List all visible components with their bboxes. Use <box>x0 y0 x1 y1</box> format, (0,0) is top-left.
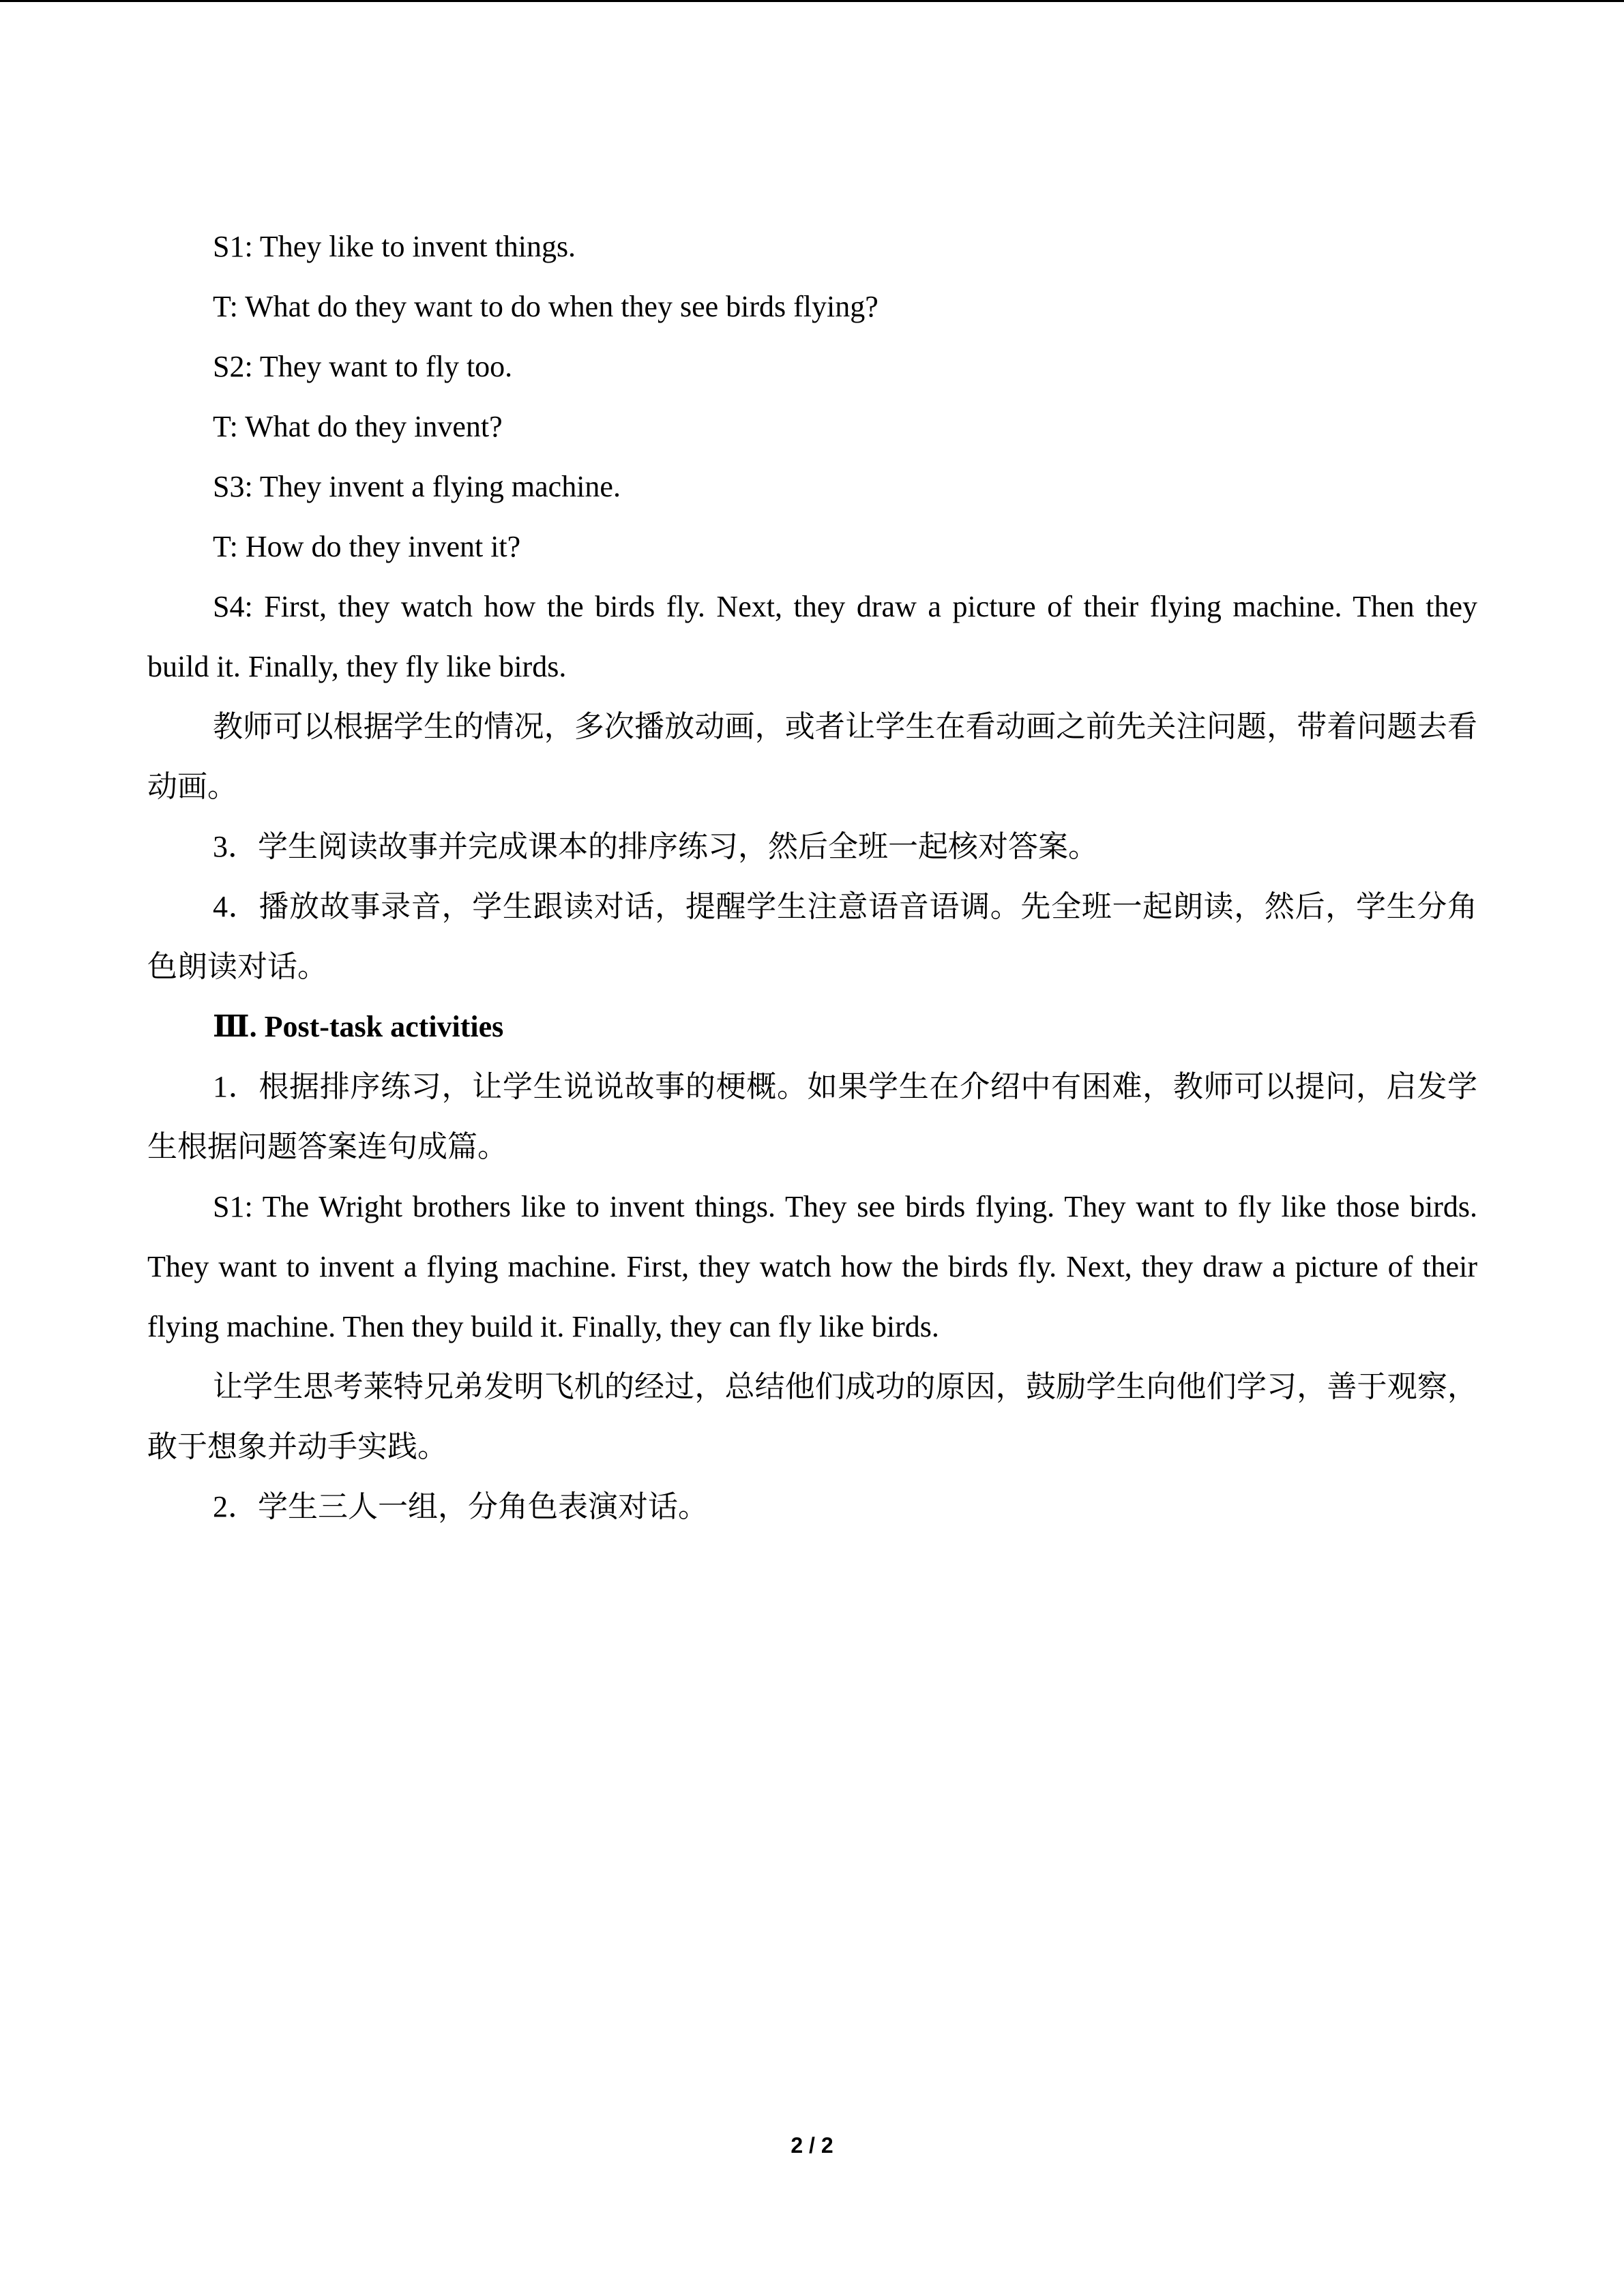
step-4-recording: 4．播放故事录音，学生跟读对话，提醒学生注意语音语调。先全班一起朗读，然后，学生分角色朗读对话。 <box>147 890 1477 983</box>
step-3-reading: 3．学生阅读故事并完成课本的排序练习，然后全班一起核对答案。 <box>213 830 1098 863</box>
dialogue-line-t-question-1: T: What do they want to do when they see birds flying? <box>213 290 879 323</box>
top-border-line <box>0 0 1624 2</box>
dialogue-line-s1: S1: They like to invent things. <box>213 230 576 263</box>
section-heading-post-task: Ⅲ. Post-task activities <box>213 1010 504 1043</box>
dialogue-line-s3: S3: They invent a flying machine. <box>213 470 621 503</box>
dialogue-line-t-question-3: T: How do they invent it? <box>213 530 521 563</box>
dialogue-line-s2: S2: They want to fly too. <box>213 350 513 383</box>
post-task-step-1: 1．根据排序练习，让学生说说故事的梗概。如果学生在介绍中有困难，教师可以提问，启发学生根据问题答案连句成篇。 <box>147 1070 1477 1163</box>
post-task-step-2: 2．学生三人一组，分角色表演对话。 <box>213 1490 708 1523</box>
page-number: 2 / 2 <box>791 2133 833 2158</box>
story-summary-s1: S1: The Wright brothers like to invent things. They see birds flying. They want to fly like those birds. They want to invent a flying machine. First, they watch how the birds fly. Next, they draw a picture of their flying machine. Then they build it. Finally, they can fly like birds. <box>147 1190 1477 1343</box>
reflection-note: 让学生思考莱特兄弟发明飞机的经过，总结他们成功的原因，鼓励学生向他们学习，善于观察，敢于想象并动手实践。 <box>147 1370 1477 1463</box>
document-body <box>147 217 1477 1537</box>
dialogue-line-t-question-2: T: What do they invent? <box>213 410 503 443</box>
teacher-note-animation: 教师可以根据学生的情况，多次播放动画，或者让学生在看动画之前先关注问题，带着问题去看动画。 <box>147 710 1477 803</box>
dialogue-line-s4: S4: First, they watch how the birds fly. Next, they draw a picture of their flying machine. Then they build it. Finally, they fly like birds. <box>147 590 1477 683</box>
